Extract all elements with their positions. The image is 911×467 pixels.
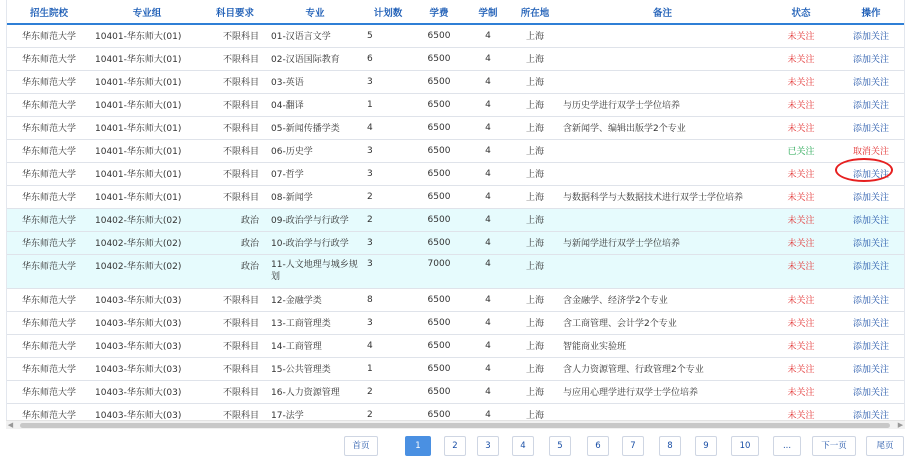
table-row (7, 93, 905, 116)
cell-subject: 不限科目 (203, 311, 267, 334)
cell-years: 4 (465, 70, 511, 93)
column-header-subject: 科目要求 (203, 0, 267, 24)
cell-plan: 8 (363, 288, 413, 311)
cell-school: 华东师范大学 (7, 231, 91, 254)
cell-years: 4 (465, 334, 511, 357)
cell-subject: 不限科目 (203, 380, 267, 403)
cell-fee: 6500 (413, 357, 465, 380)
cell-subject: 不限科目 (203, 162, 267, 185)
cell-subject: 政治 (203, 254, 267, 288)
cell-loc: 上海 (511, 288, 559, 311)
cell-loc: 上海 (511, 208, 559, 231)
cell-school: 华东师范大学 (7, 288, 91, 311)
cell-group: 10401-华东师大(01) (91, 185, 203, 208)
follow-button[interactable]: 添加关注 (836, 47, 905, 70)
major-table (7, 0, 905, 420)
cell-major: 12-金融学类 (267, 288, 363, 311)
follow-button[interactable]: 添加关注 (836, 288, 905, 311)
cell-plan: 2 (363, 380, 413, 403)
cell-subject: 不限科目 (203, 47, 267, 70)
page-button-10[interactable]: 10 (731, 436, 759, 456)
follow-button[interactable]: 添加关注 (836, 116, 905, 139)
cell-school: 华东师范大学 (7, 380, 91, 403)
cell-major: 07-哲学 (267, 162, 363, 185)
cell-fee: 6500 (413, 208, 465, 231)
cell-note: 与应用心理学进行双学士学位培养 (559, 380, 766, 403)
cell-major: 17-法学 (267, 403, 363, 420)
cell-years: 4 (465, 208, 511, 231)
cell-note (559, 254, 766, 288)
cell-note: 与历史学进行双学士学位培养 (559, 93, 766, 116)
cell-plan: 3 (363, 231, 413, 254)
table-row (7, 288, 905, 311)
cell-fee: 6500 (413, 403, 465, 420)
cell-loc: 上海 (511, 162, 559, 185)
cell-years: 4 (465, 185, 511, 208)
cell-subject: 不限科目 (203, 24, 267, 47)
table-row (7, 139, 905, 162)
cell-subject: 政治 (203, 231, 267, 254)
table-row (7, 254, 905, 288)
cell-status: 未关注 (766, 380, 836, 403)
cell-group: 10401-华东师大(01) (91, 139, 203, 162)
cell-group: 10402-华东师大(02) (91, 208, 203, 231)
table-row (7, 231, 905, 254)
page-button-6[interactable]: 6 (587, 436, 609, 456)
column-header-note: 备注 (559, 0, 766, 24)
cell-note (559, 139, 766, 162)
follow-button[interactable]: 添加关注 (836, 311, 905, 334)
column-header-school: 招生院校 (7, 0, 91, 24)
next-page-button[interactable]: 下一页 (812, 436, 856, 456)
cell-group: 10403-华东师大(03) (91, 380, 203, 403)
cell-note: 含新闻学、编辑出版学2个专业 (559, 116, 766, 139)
table-body (7, 24, 905, 420)
cell-group: 10401-华东师大(01) (91, 70, 203, 93)
major-table-container (6, 0, 905, 420)
page-button-8[interactable]: 8 (659, 436, 681, 456)
cell-note: 含工商管理、会计学2个专业 (559, 311, 766, 334)
cell-loc: 上海 (511, 116, 559, 139)
cell-years: 4 (465, 380, 511, 403)
table-row (7, 357, 905, 380)
cell-school: 华东师范大学 (7, 254, 91, 288)
cell-note: 含金融学、经济学2个专业 (559, 288, 766, 311)
cell-plan: 4 (363, 116, 413, 139)
cell-group: 10402-华东师大(02) (91, 254, 203, 288)
cell-fee: 6500 (413, 70, 465, 93)
cell-note (559, 208, 766, 231)
cell-status: 未关注 (766, 311, 836, 334)
table-row (7, 334, 905, 357)
scrollbar-thumb[interactable] (20, 423, 890, 428)
cell-status: 未关注 (766, 403, 836, 420)
cell-years: 4 (465, 403, 511, 420)
column-header-status: 状态 (766, 0, 836, 24)
cell-loc: 上海 (511, 24, 559, 47)
cell-plan: 1 (363, 93, 413, 116)
follow-button[interactable]: 添加关注 (836, 162, 905, 185)
horizontal-scrollbar[interactable] (6, 420, 905, 429)
cell-status: 未关注 (766, 162, 836, 185)
cell-subject: 不限科目 (203, 70, 267, 93)
cell-loc: 上海 (511, 231, 559, 254)
follow-button[interactable]: 添加关注 (836, 254, 905, 288)
column-header-years: 学制 (465, 0, 511, 24)
follow-button[interactable]: 添加关注 (836, 231, 905, 254)
cell-school: 华东师范大学 (7, 70, 91, 93)
cell-note: 含人力资源管理、行政管理2个专业 (559, 357, 766, 380)
cell-group: 10403-华东师大(03) (91, 288, 203, 311)
cell-plan: 2 (363, 403, 413, 420)
cell-subject: 不限科目 (203, 403, 267, 420)
cell-years: 4 (465, 288, 511, 311)
cell-note (559, 403, 766, 420)
cell-subject: 政治 (203, 208, 267, 231)
unfollow-button[interactable]: 取消关注 (836, 139, 905, 162)
cell-status: 未关注 (766, 24, 836, 47)
follow-button[interactable]: 添加关注 (836, 70, 905, 93)
cell-school: 华东师范大学 (7, 403, 91, 420)
cell-status: 未关注 (766, 93, 836, 116)
column-header-action: 操作 (836, 0, 905, 24)
cell-group: 10402-华东师大(02) (91, 231, 203, 254)
cell-note: 与新闻学进行双学士学位培养 (559, 231, 766, 254)
cell-years: 4 (465, 24, 511, 47)
cell-major: 15-公共管理类 (267, 357, 363, 380)
cell-fee: 6500 (413, 47, 465, 70)
table-row (7, 208, 905, 231)
cell-subject: 不限科目 (203, 93, 267, 116)
column-header-loc: 所在地 (511, 0, 559, 24)
cell-school: 华东师范大学 (7, 334, 91, 357)
cell-group: 10401-华东师大(01) (91, 24, 203, 47)
page-button-7[interactable]: 7 (622, 436, 644, 456)
cell-fee: 6500 (413, 162, 465, 185)
cell-years: 4 (465, 311, 511, 334)
table-row (7, 185, 905, 208)
cell-fee: 6500 (413, 334, 465, 357)
cell-major: 02-汉语国际教育 (267, 47, 363, 70)
cell-fee: 6500 (413, 288, 465, 311)
cell-fee: 6500 (413, 231, 465, 254)
pagination-ellipsis[interactable]: ... (773, 436, 801, 456)
cell-years: 4 (465, 93, 511, 116)
cell-major: 01-汉语言文学 (267, 24, 363, 47)
cell-note (559, 47, 766, 70)
cell-plan: 3 (363, 311, 413, 334)
cell-status: 已关注 (766, 139, 836, 162)
cell-loc: 上海 (511, 47, 559, 70)
cell-years: 4 (465, 231, 511, 254)
cell-school: 华东师范大学 (7, 24, 91, 47)
cell-group: 10401-华东师大(01) (91, 162, 203, 185)
cell-loc: 上海 (511, 254, 559, 288)
cell-subject: 不限科目 (203, 288, 267, 311)
cell-plan: 3 (363, 162, 413, 185)
cell-loc: 上海 (511, 93, 559, 116)
page-button-4[interactable]: 4 (512, 436, 534, 456)
column-header-fee: 学费 (413, 0, 465, 24)
page-button-5[interactable]: 5 (549, 436, 571, 456)
cell-major: 10-政治学与行政学 (267, 231, 363, 254)
cell-school: 华东师范大学 (7, 185, 91, 208)
cell-plan: 3 (363, 139, 413, 162)
cell-subject: 不限科目 (203, 334, 267, 357)
cell-note (559, 162, 766, 185)
cell-fee: 6500 (413, 380, 465, 403)
table-header (7, 0, 905, 24)
follow-button[interactable]: 添加关注 (836, 208, 905, 231)
cell-loc: 上海 (511, 139, 559, 162)
cell-years: 4 (465, 254, 511, 288)
cell-subject: 不限科目 (203, 185, 267, 208)
cell-status: 未关注 (766, 334, 836, 357)
follow-button[interactable]: 添加关注 (836, 93, 905, 116)
cell-loc: 上海 (511, 403, 559, 420)
cell-major: 09-政治学与行政学 (267, 208, 363, 231)
cell-school: 华东师范大学 (7, 208, 91, 231)
scroll-left-icon[interactable]: ◀ (7, 421, 14, 429)
cell-fee: 6500 (413, 139, 465, 162)
cell-major: 03-英语 (267, 70, 363, 93)
cell-status: 未关注 (766, 116, 836, 139)
follow-button[interactable]: 添加关注 (836, 185, 905, 208)
cell-major: 16-人力资源管理 (267, 380, 363, 403)
cell-fee: 6500 (413, 93, 465, 116)
table-row (7, 403, 905, 420)
cell-status: 未关注 (766, 288, 836, 311)
cell-fee: 6500 (413, 24, 465, 47)
cell-years: 4 (465, 357, 511, 380)
cell-loc: 上海 (511, 185, 559, 208)
cell-subject: 不限科目 (203, 357, 267, 380)
cell-major: 08-新闻学 (267, 185, 363, 208)
pagination (0, 436, 911, 458)
cell-plan: 6 (363, 47, 413, 70)
page-button-2[interactable]: 2 (444, 436, 466, 456)
page-button-1[interactable]: 1 (405, 436, 431, 456)
cell-loc: 上海 (511, 334, 559, 357)
table-row (7, 70, 905, 93)
cell-major: 05-新闻传播学类 (267, 116, 363, 139)
column-header-group: 专业组 (91, 0, 203, 24)
cell-major: 11-人文地理与城乡规划 (267, 254, 363, 288)
scroll-right-icon[interactable]: ▶ (897, 421, 904, 429)
cell-major: 06-历史学 (267, 139, 363, 162)
column-header-major: 专业 (267, 0, 363, 24)
cell-years: 4 (465, 162, 511, 185)
follow-button[interactable]: 添加关注 (836, 334, 905, 357)
follow-button[interactable]: 添加关注 (836, 24, 905, 47)
cell-school: 华东师范大学 (7, 139, 91, 162)
cell-status: 未关注 (766, 208, 836, 231)
cell-loc: 上海 (511, 70, 559, 93)
cell-fee: 7000 (413, 254, 465, 288)
table-row (7, 47, 905, 70)
cell-plan: 1 (363, 357, 413, 380)
cell-note: 与数据科学与大数据技术进行双学士学位培养 (559, 185, 766, 208)
cell-status: 未关注 (766, 231, 836, 254)
cell-status: 未关注 (766, 185, 836, 208)
cell-note: 智能商业实验班 (559, 334, 766, 357)
first-page-button[interactable]: 首页 (344, 436, 378, 456)
table-row (7, 24, 905, 47)
cell-note (559, 24, 766, 47)
table-row (7, 380, 905, 403)
cell-group: 10401-华东师大(01) (91, 47, 203, 70)
follow-button[interactable]: 添加关注 (836, 403, 905, 420)
column-header-plan: 计划数 (363, 0, 413, 24)
cell-school: 华东师范大学 (7, 311, 91, 334)
cell-fee: 6500 (413, 116, 465, 139)
cell-plan: 5 (363, 24, 413, 47)
cell-school: 华东师范大学 (7, 162, 91, 185)
cell-group: 10403-华东师大(03) (91, 357, 203, 380)
cell-fee: 6500 (413, 311, 465, 334)
table-row (7, 162, 905, 185)
cell-status: 未关注 (766, 357, 836, 380)
cell-loc: 上海 (511, 357, 559, 380)
cell-group: 10403-华东师大(03) (91, 334, 203, 357)
cell-major: 13-工商管理类 (267, 311, 363, 334)
cell-loc: 上海 (511, 380, 559, 403)
page-button-9[interactable]: 9 (695, 436, 717, 456)
table-row (7, 311, 905, 334)
cell-school: 华东师范大学 (7, 357, 91, 380)
cell-plan: 3 (363, 70, 413, 93)
cell-plan: 4 (363, 334, 413, 357)
cell-fee: 6500 (413, 185, 465, 208)
cell-status: 未关注 (766, 254, 836, 288)
cell-years: 4 (465, 47, 511, 70)
cell-group: 10401-华东师大(01) (91, 116, 203, 139)
cell-plan: 2 (363, 208, 413, 231)
cell-school: 华东师范大学 (7, 93, 91, 116)
cell-school: 华东师范大学 (7, 116, 91, 139)
cell-subject: 不限科目 (203, 139, 267, 162)
cell-plan: 2 (363, 185, 413, 208)
cell-years: 4 (465, 139, 511, 162)
cell-status: 未关注 (766, 70, 836, 93)
last-page-button[interactable]: 尾页 (866, 436, 904, 456)
cell-plan: 3 (363, 254, 413, 288)
cell-note (559, 70, 766, 93)
follow-button[interactable]: 添加关注 (836, 357, 905, 380)
page-button-3[interactable]: 3 (477, 436, 499, 456)
cell-major: 04-翻译 (267, 93, 363, 116)
cell-group: 10403-华东师大(03) (91, 403, 203, 420)
cell-group: 10403-华东师大(03) (91, 311, 203, 334)
cell-major: 14-工商管理 (267, 334, 363, 357)
cell-status: 未关注 (766, 47, 836, 70)
cell-school: 华东师范大学 (7, 47, 91, 70)
cell-subject: 不限科目 (203, 116, 267, 139)
follow-button[interactable]: 添加关注 (836, 380, 905, 403)
cell-loc: 上海 (511, 311, 559, 334)
table-row (7, 116, 905, 139)
cell-years: 4 (465, 116, 511, 139)
cell-group: 10401-华东师大(01) (91, 93, 203, 116)
